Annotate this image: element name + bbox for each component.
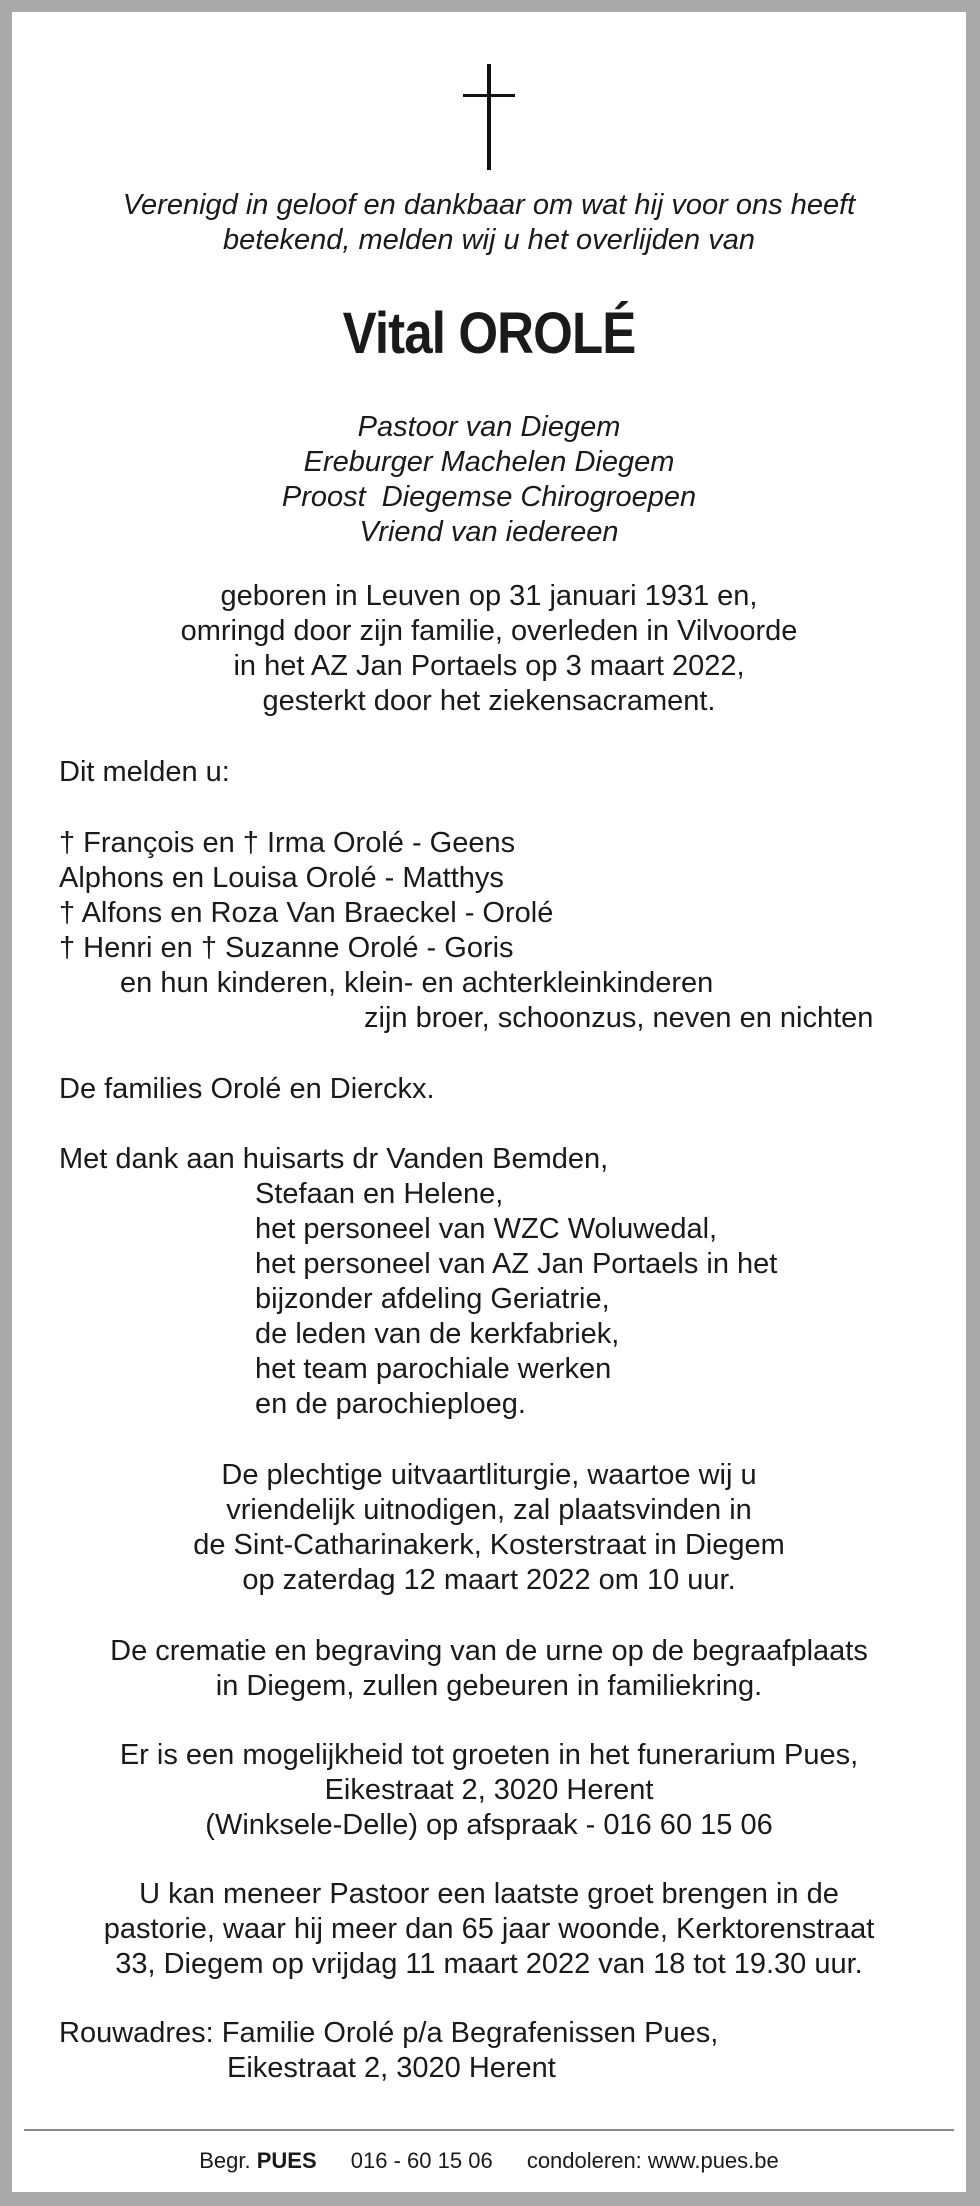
birth-death-line: geboren in Leuven op 31 januari 1931 en, — [220, 580, 758, 612]
title-line: Pastoor van Diegem — [357, 411, 621, 443]
family-sub-1: en hun kinderen, klein- en achterkleinkinderen — [120, 967, 714, 999]
announce-text: Dit melden u: — [59, 756, 230, 788]
birth-death-line: omringd door zijn familie, overleden in Vilvoorde — [180, 615, 798, 647]
birth-death-line: in het AZ Jan Portaels op 3 maart 2022, — [233, 650, 745, 682]
greeting-line: Er is een mogelijkheid tot groeten in het funerarium Pues, — [119, 1739, 859, 1771]
intro-text — [12, 188, 966, 258]
footer — [12, 2148, 966, 2174]
address-line-2: Eikestraat 2, 3020 Herent — [227, 2052, 556, 2084]
thanks-line: Stefaan en Helene, — [255, 1178, 504, 1210]
address-line-1: Rouwadres: Familie Orolé p/a Begrafenissen Pues, — [59, 2017, 719, 2049]
funeral-line: de Sint-Catharinakerk, Kosterstraat in Diegem — [193, 1529, 785, 1561]
greeting-text — [12, 1738, 966, 1843]
thanks-line: de leden van de kerkfabriek, — [255, 1318, 620, 1350]
pastorie-line: U kan meneer Pastoor een laatste groet brengen in de — [139, 1878, 839, 1910]
thanks-line: bijzonder afdeling Geriatrie, — [255, 1283, 610, 1315]
title-line: Proost Diegemse Chirogroepen — [281, 481, 697, 513]
family-line: † Henri en † Suzanne Orolé - Goris — [59, 932, 514, 964]
greeting-line: Eikestraat 2, 3020 Herent — [324, 1774, 654, 1806]
footer-divider — [24, 2129, 954, 2131]
cremation-line: in Diegem, zullen gebeuren in familiekring. — [215, 1670, 763, 1702]
family-line: † François en † Irma Orolé - Geens — [59, 827, 516, 859]
funeral-line: op zaterdag 12 maart 2022 om 10 uur. — [242, 1564, 736, 1596]
birth-death-text — [12, 579, 966, 719]
title-line: Vriend van iedereen — [359, 516, 619, 548]
deceased-name: Vital OROLÉ — [342, 301, 636, 366]
cremation-line: De crematie en begraving van de urne op de begraafplaats — [110, 1635, 868, 1667]
cremation-text — [12, 1634, 966, 1704]
thanks-line: het personeel van WZC Woluwedal, — [255, 1213, 718, 1245]
footer-brand: PUES — [256, 2148, 317, 2173]
footer-prefix-group — [199, 2148, 316, 2173]
footer-prefix: Begr. — [199, 2148, 251, 2173]
birth-death-line: gesterkt door het ziekensacrament. — [262, 685, 716, 717]
funeral-text — [12, 1458, 966, 1598]
pastorie-text — [12, 1877, 966, 1982]
pastorie-line: 33, Diegem op vrijdag 11 maart 2022 van 18 tot 19.30 uur. — [115, 1948, 863, 1980]
family-list — [59, 826, 553, 966]
funeral-line: De plechtige uitvaartliturgie, waartoe wij u — [221, 1459, 757, 1491]
thanks-list — [255, 1177, 777, 1422]
thanks-line: het team parochiale werken — [255, 1353, 612, 1385]
thanks-line: het personeel van AZ Jan Portaels in het — [255, 1248, 778, 1280]
intro-line: Verenigd in geloof en dankbaar om wat hij voor ons heeft — [122, 189, 856, 221]
obituary-card — [12, 12, 966, 2192]
thanks-first-line: Met dank aan huisarts dr Vanden Bemden, — [59, 1143, 609, 1175]
title-line: Ereburger Machelen Diegem — [303, 446, 675, 478]
footer-condolences-link[interactable]: condoleren: www.pues.be — [526, 2148, 779, 2173]
family-sub-2: zijn broer, schoonzus, neven en nichten — [364, 1002, 874, 1034]
thanks-line: en de parochieploeg. — [255, 1388, 526, 1420]
footer-phone[interactable]: 016 - 60 15 06 — [350, 2148, 493, 2173]
intro-line: betekend, melden wij u het overlijden van — [223, 224, 755, 256]
pastorie-line: pastorie, waar hij meer dan 65 jaar woonde, Kerktorenstraat — [103, 1913, 875, 1945]
family-line: † Alfons en Roza Van Braeckel - Orolé — [59, 897, 554, 929]
funeral-line: vriendelijk uitnodigen, zal plaatsvinden in — [226, 1494, 752, 1526]
families-text: De families Orolé en Dierckx. — [59, 1073, 435, 1105]
greeting-line: (Winksele-Delle) op afspraak - 016 60 15 06 — [205, 1809, 773, 1841]
titles — [12, 410, 966, 550]
family-line: Alphons en Louisa Orolé - Matthys — [59, 862, 504, 894]
cross-icon — [463, 64, 515, 170]
